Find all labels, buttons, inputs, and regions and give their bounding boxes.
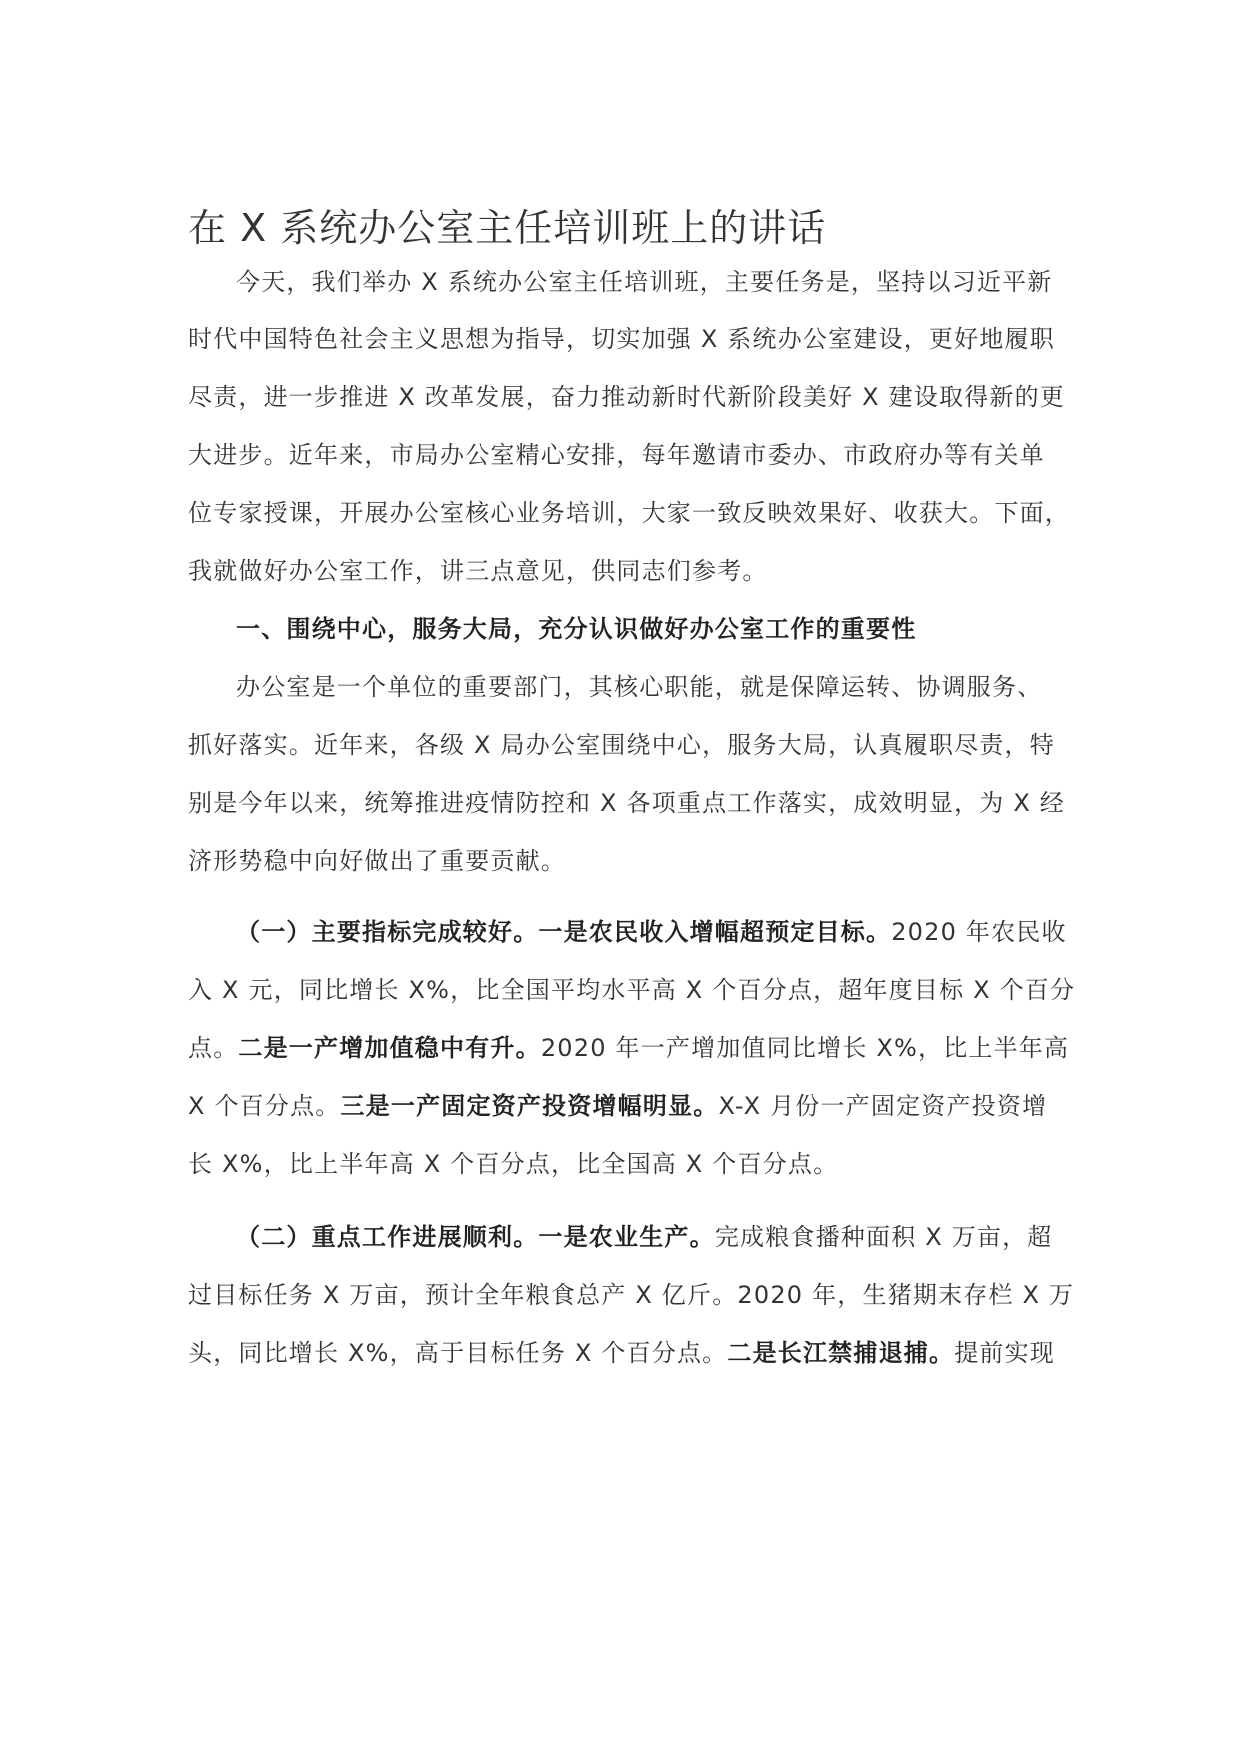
text-segment: 长 X%，比上半年高 X 个百分点，比全国高 X 个百分点。 bbox=[188, 1150, 839, 1178]
document-title: 在 X 系统办公室主任培训班上的讲话 bbox=[188, 206, 827, 250]
bold-text: （一）主要指标完成较好。一是农民收入增幅超预定目标。 bbox=[236, 918, 892, 946]
text-segment: 大进步。近年来，市局办公室精心安排，每年邀请市委办、市政府办等有关单 bbox=[188, 441, 1045, 469]
text-segment: 2020 年一产增加值同比增长 X%，比上半年高 bbox=[540, 1034, 1070, 1062]
text-segment: 济形势稳中向好做出了重要贡献。 bbox=[188, 847, 566, 875]
text-line bbox=[236, 262, 1053, 302]
text-segment: 点。 bbox=[188, 1034, 239, 1062]
bold-text: （二）重点工作进展顺利。一是农业生产。 bbox=[236, 1223, 715, 1251]
text-segment: 别是今年以来，统筹推进疫情防控和 X 各项重点工作落实，成效明显，为 X 经 bbox=[188, 789, 1065, 817]
text-line bbox=[236, 1217, 1053, 1257]
text-line bbox=[188, 435, 1045, 475]
text-line bbox=[188, 725, 1055, 765]
text-segment: 办公室是一个单位的重要部门，其核心职能，就是保障运转、协调服务、 bbox=[236, 673, 1043, 701]
text-segment: 今天，我们举办 X 系统办公室主任培训班，主要任务是，坚持以习近平新 bbox=[236, 268, 1053, 296]
text-segment: 头，同比增长 X%，高于目标任务 X 个百分点。 bbox=[188, 1339, 728, 1367]
text-line bbox=[188, 493, 1070, 533]
text-line bbox=[188, 1144, 838, 1184]
text-line bbox=[188, 1333, 1055, 1373]
bold-text: 二是一产增加值稳中有升。 bbox=[238, 1034, 541, 1062]
bold-text: 三是一产固定资产投资增幅明显。 bbox=[340, 1092, 719, 1120]
text-segment: X-X 月份一产固定资产投资增 bbox=[718, 1092, 1048, 1120]
text-line bbox=[188, 970, 1075, 1010]
text-line bbox=[188, 551, 768, 591]
text-line bbox=[188, 1028, 1069, 1068]
text-segment: 提前实现 bbox=[954, 1339, 1055, 1367]
text-line bbox=[188, 783, 1065, 823]
text-segment: 尽责，进一步推进 X 改革发展，奋力推动新时代新阶段美好 X 建设取得新的更 bbox=[188, 383, 1065, 411]
text-line bbox=[188, 841, 566, 881]
text-segment: 时代中国特色社会主义思想为指导，切实加强 X 系统办公室建设，更好地履职 bbox=[188, 325, 1055, 353]
text-line bbox=[236, 667, 1042, 707]
text-line bbox=[188, 1086, 1047, 1126]
text-segment: 位专家授课，开展办公室核心业务培训，大家一致反映效果好、收获大。下面， bbox=[188, 499, 1070, 527]
text-segment: 我就做好办公室工作，讲三点意见，供同志们参考。 bbox=[188, 557, 768, 585]
text-segment: 入 X 元，同比增长 X%，比全国平均水平高 X 个百分点，超年度目标 X 个百分 bbox=[188, 976, 1076, 1004]
text-segment: 过目标任务 X 万亩，预计全年粮食总产 X 亿斤。2020 年，生猪期末存栏 X 万 bbox=[188, 1281, 1075, 1309]
text-line bbox=[236, 912, 1067, 952]
text-segment: 2020 年农民收 bbox=[891, 918, 1067, 946]
text-segment: X 个百分点。 bbox=[188, 1092, 341, 1120]
text-segment: 抓好落实。近年来，各级 X 局办公室围绕中心，服务大局，认真履职尽责，特 bbox=[188, 731, 1055, 759]
text-line bbox=[188, 377, 1065, 417]
bold-text: 二是长江禁捕退捕。 bbox=[727, 1339, 955, 1367]
text-line bbox=[236, 609, 916, 649]
text-line bbox=[188, 319, 1055, 359]
text-line bbox=[188, 1275, 1074, 1315]
text-segment: 完成粮食播种面积 X 万亩，超 bbox=[714, 1223, 1053, 1251]
bold-text: 一、围绕中心，服务大局，充分认识做好办公室工作的重要性 bbox=[236, 615, 917, 643]
